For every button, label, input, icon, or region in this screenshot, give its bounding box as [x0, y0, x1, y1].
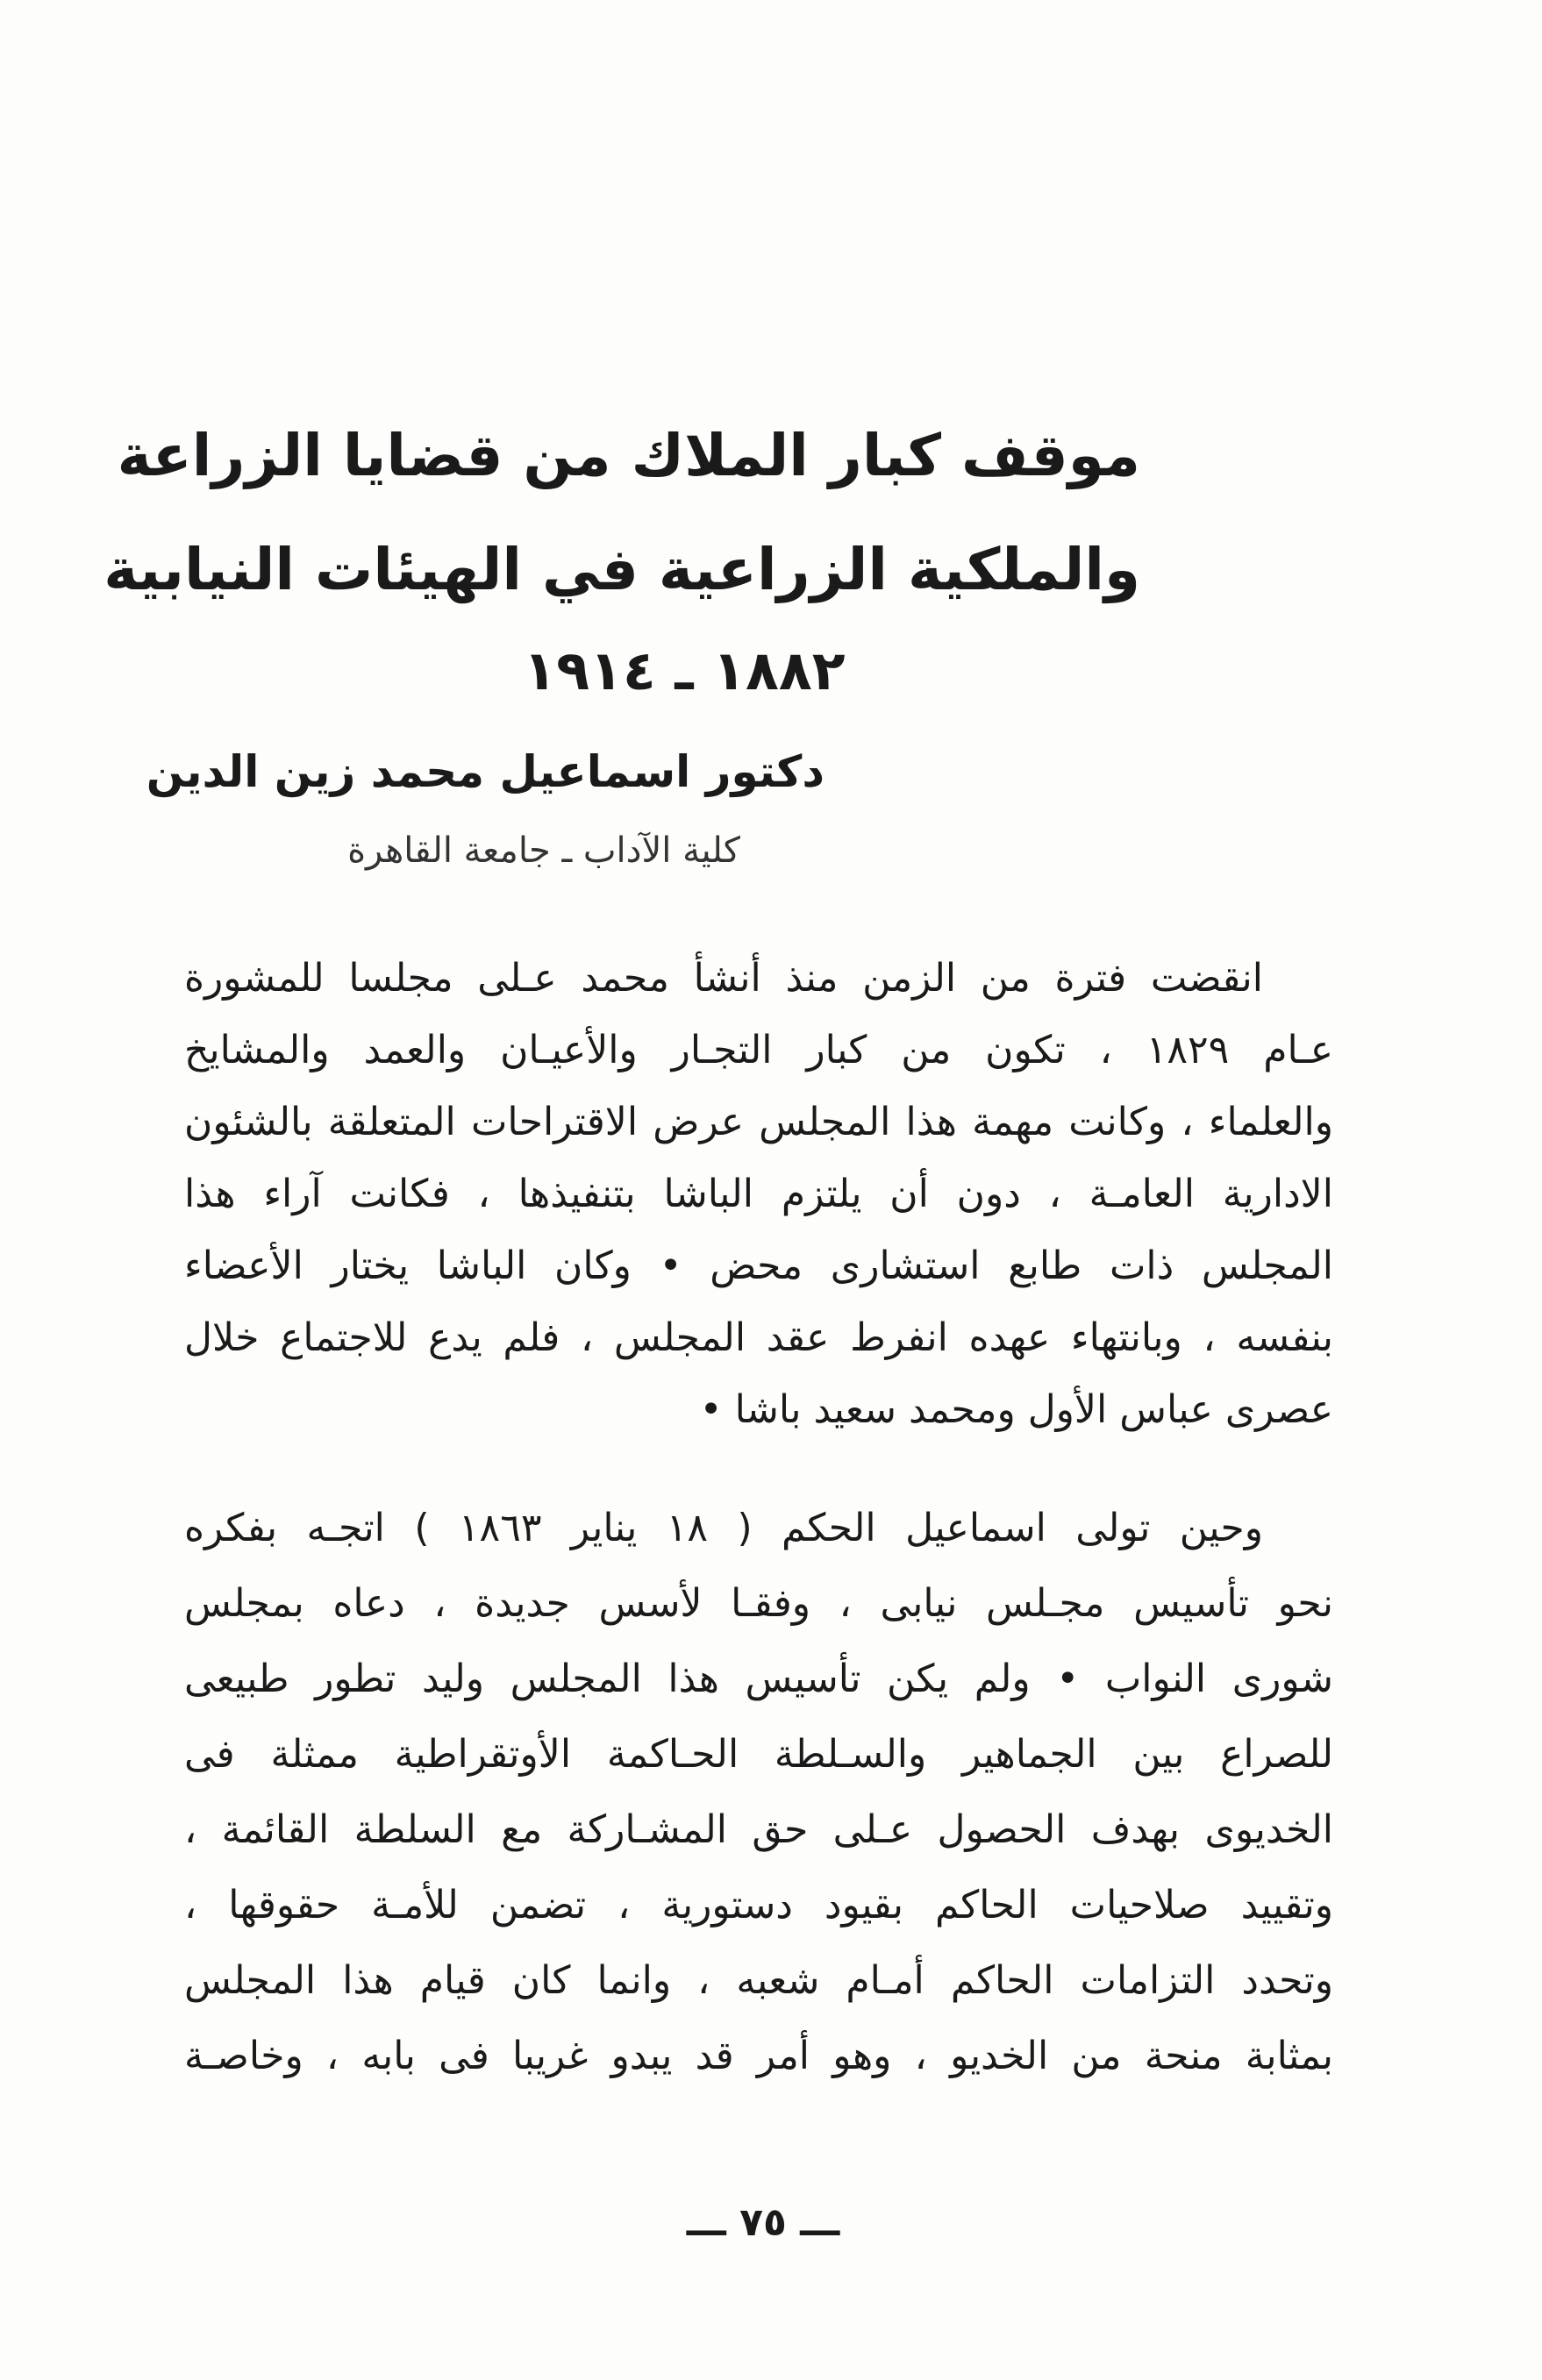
author-affiliation: كلية الآداب ـ جامعة القاهرة	[347, 830, 740, 871]
text-line: وتحدد التزامات الحاكم أمـام شعبه ، وانما كان قيام هذا المجلس	[184, 1958, 1333, 2003]
title-years: ١٨٨٢ ـ ١٩١٤	[523, 638, 846, 702]
text-line: الخديوى بهدف الحصول عـلى حق المشـاركة مع السلطة القائمة ،	[184, 1807, 1333, 1852]
text-line: عصرى عباس الأول ومحمد سعيد باشا •	[699, 1387, 1333, 1432]
title-line-1: موقف كبار الملاك من قضايا الزراعة	[117, 422, 1140, 489]
text-line: عـام ١٨٢٩ ، تكون من كبار التجـار والأعيـان والعمد والمشايخ	[184, 1028, 1333, 1072]
author-name: دكتور اسماعيل محمد زين الدين	[146, 746, 825, 797]
title-line-2: والملكية الزراعية في الهيئات النيابية	[104, 536, 1140, 603]
text-line: نحو تأسيس مجـلس نيابى ، وفقـا لأسس جديدة ، دعاه بمجلس	[184, 1581, 1333, 1626]
paragraph-2	[184, 1491, 1333, 2094]
paragraph-1	[184, 943, 1333, 1446]
text-line: بمثابة منحة من الخديو ، وهو أمر قد يبدو غريبا فى بابه ، وخاصـة	[184, 2034, 1333, 2078]
text-line: للصراع بين الجماهير والسـلطة الحـاكمة الأوتقراطية ممثلة فى	[184, 1732, 1333, 1777]
page-number: ـــ ٧٥ ـــ	[686, 2200, 840, 2245]
article-title	[104, 399, 1140, 715]
text-line: والعلماء ، وكانت مهمة هذا المجلس عرض الاقتراحات المتعلقة بالشئون	[184, 1100, 1333, 1144]
text-line: المجلس ذات طابع استشارى محض • وكان الباشا يختار الأعضاء	[184, 1243, 1333, 1288]
text-line: وحين تولى اسماعيل الحكم ( ١٨ يناير ١٨٦٣ ) اتجـه بفكره	[184, 1506, 1263, 1550]
text-line: انقضت فترة من الزمن منذ أنشأ محمد عـلى مجلسا للمشورة	[184, 956, 1263, 1001]
text-line: الادارية العامـة ، دون أن يلتزم الباشا بتنفيذها ، فكانت آراء هذا	[184, 1172, 1333, 1216]
text-line: وتقييد صلاحيات الحاكم بقيود دستورية ، تضمن للأمـة حقوقها ،	[184, 1883, 1333, 1928]
text-line: شورى النواب • ولم يكن تأسيس هذا المجلس وليد تطور طبيعى	[184, 1657, 1333, 1701]
text-line: بنفسه ، وبانتهاء عهده انفرط عقد المجلس ، فلم يدع للاجتماع خلال	[184, 1315, 1333, 1360]
